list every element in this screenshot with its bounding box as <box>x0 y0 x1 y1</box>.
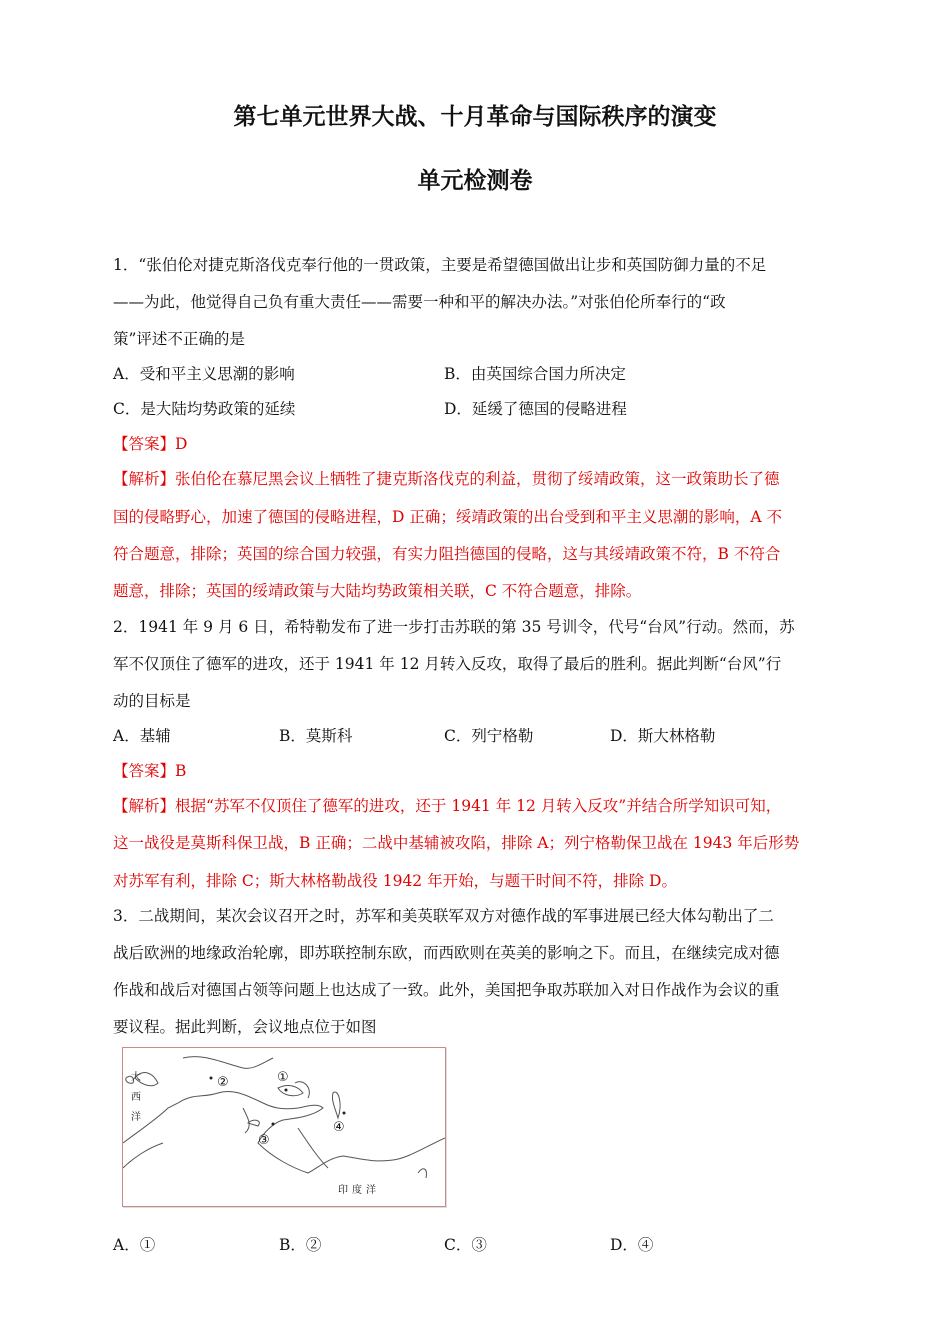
q3-option-c: C．③ <box>444 1236 487 1254</box>
q2-option-c: C．列宁格勒 <box>444 727 534 745</box>
q1-stem-line: 1．“张伯伦对捷克斯洛伐克奉行他的一贯政策，主要是希望德国做出让步和英国防御力量的不足 <box>113 256 767 274</box>
q3-option-a: A．① <box>113 1236 156 1254</box>
q3-stem-line: 3．二战期间，某次会议召开之时，苏军和美英联军双方对德作战的军事进展已经大体勾勒出了二 <box>113 907 774 925</box>
map-marker-3: ③ <box>258 1133 270 1148</box>
q1-analysis-line: 【解析】张伯伦在慕尼黑会议上牺牲了捷克斯洛伐克的利益，贯彻了绥靖政策，这一政策助长了德 <box>113 470 780 488</box>
q3-option-d: D．④ <box>610 1236 654 1254</box>
q2-stem-line: 动的目标是 <box>113 692 191 710</box>
q2-analysis-line: 这一战役是莫斯科保卫战，B 正确；二战中基辅被攻陷，排除 A；列宁格勒保卫战在 1943 年后形势 <box>113 834 800 852</box>
page-title: 第七单元世界大战、十月革命与国际秩序的演变 <box>233 104 717 130</box>
map-marker-1: ① <box>277 1070 289 1085</box>
q1-option-b: B．由英国综合国力所决定 <box>444 365 626 383</box>
q3-stem-line: 作战和战后对德国占领等问题上也达成了一致。此外，美国把争取苏联加入对日作战作为会议的重 <box>113 981 780 999</box>
q2-option-d: D．斯大林格勒 <box>610 727 716 745</box>
q1-option-c: C．是大陆均势政策的延续 <box>113 400 296 418</box>
q1-answer: 【答案】D <box>113 435 188 453</box>
q3-stem-line: 要议程。据此判断，会议地点位于如图 <box>113 1018 377 1036</box>
q1-stem-line: ——为此，他觉得自己负有重大责任——需要一种和平的解决办法。”对张伯伦所奉行的“政 <box>113 293 726 311</box>
q2-option-a: A．基辅 <box>113 727 171 745</box>
atlantic-ocean-label: 大西洋 <box>131 1072 141 1123</box>
q2-answer: 【答案】B <box>113 762 187 780</box>
page-subtitle: 单元检测卷 <box>417 168 533 194</box>
indian-ocean-label: 印度洋 <box>338 1185 380 1196</box>
q2-analysis-line: 【解析】根据“苏军不仅顶住了德军的进攻，还于 1941 年 12 月转入反攻”并结合所学知识可知， <box>113 797 782 815</box>
map-marker-4: ④ <box>333 1120 345 1135</box>
q2-analysis-line: 对苏军有利，排除 C；斯大林格勒战役 1942 年开始，与题干时间不符，排除 D。 <box>113 872 677 890</box>
q2-stem-line: 军不仅顶住了德军的进攻，还于 1941 年 12 月转入反攻，取得了最后的胜利。据此判断“台风”行 <box>113 655 782 673</box>
europe-map-figure <box>122 1047 446 1207</box>
q1-analysis-line: 题意，排除；英国的绥靖政策与大陆均势政策相关联，C 不符合题意，排除。 <box>113 582 642 600</box>
q1-analysis-line: 国的侵略野心，加速了德国的侵略进程，D 正确；绥靖政策的出台受到和平主义思潮的影响，A 不 <box>113 508 782 526</box>
q1-analysis-line: 符合题意，排除；英国的综合国力较强，有实力阻挡德国的侵略，这与其绥靖政策不符，B 不符合 <box>113 545 781 563</box>
q3-stem-line: 战后欧洲的地缘政治轮廓，即苏联控制东欧，而西欧则在英美的影响之下。而且，在继续完成对德 <box>113 944 780 962</box>
q2-stem-line: 2．1941 年 9 月 6 日，希特勒发布了进一步打击苏联的第 35 号训令，代号“台风”行动。然而，苏 <box>113 618 795 636</box>
q1-option-a: A．受和平主义思潮的影响 <box>113 365 295 383</box>
map-marker-2: ② <box>217 1075 229 1090</box>
q3-option-b: B．② <box>279 1236 322 1254</box>
q1-stem-line: 策”评述不正确的是 <box>113 330 245 348</box>
q1-option-d: D．延缓了德国的侵略进程 <box>444 400 627 418</box>
q2-option-b: B．莫斯科 <box>279 727 353 745</box>
